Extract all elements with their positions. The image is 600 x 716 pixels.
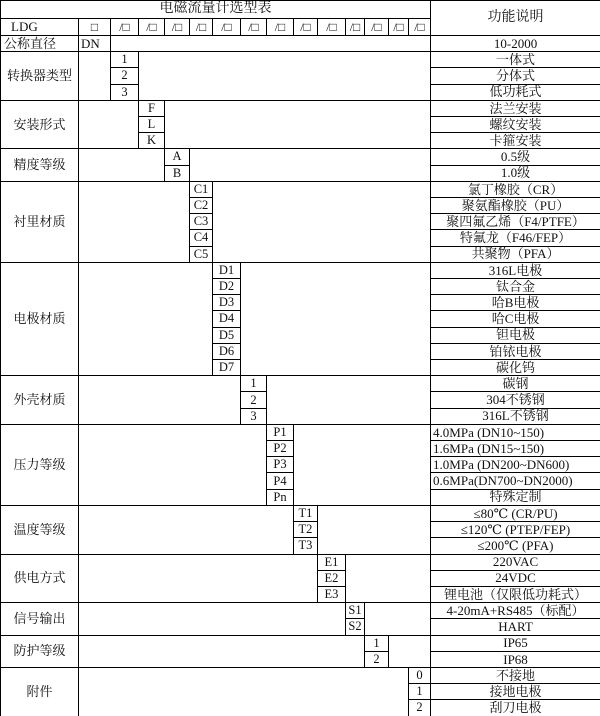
spacer-cell (165, 100, 431, 149)
desc-cell-liner-material-0: 氯丁橡胶（CR） (431, 181, 600, 197)
code-cell-accessories-1: 1 (409, 684, 431, 700)
desc-cell-temperature-rating-0: ≤80℃ (CR/PU) (431, 505, 600, 521)
section-label-accuracy: 精度等级 (1, 149, 79, 181)
model-code-slot: /□ (294, 19, 318, 36)
function-description-header: 功能说明 (431, 1, 600, 36)
code-cell-protection-rating-0: 1 (365, 635, 389, 651)
desc-cell-pressure-rating-0: 4.0MPa (DN10~150) (431, 424, 600, 440)
desc-cell-liner-material-4: 共聚物（PFA） (431, 246, 600, 262)
spacer-cell (139, 52, 431, 101)
desc-cell-accessories-2: 刮刀电极 (431, 700, 600, 716)
code-cell-electrode-material-5: D6 (213, 343, 241, 359)
model-code-slot: /□ (409, 19, 431, 36)
desc-cell-liner-material-1: 聚氨酯橡胶（PU） (431, 198, 600, 214)
code-cell-liner-material-1: C2 (190, 198, 213, 214)
desc-cell-converter-type-2: 低功耗式 (431, 84, 600, 100)
model-code-slot: /□ (190, 19, 213, 36)
desc-cell-liner-material-2: 聚四氟乙烯（F4/PTFE） (431, 214, 600, 230)
spacer-cell (79, 376, 241, 425)
spacer-cell (190, 149, 431, 181)
desc-cell-installation-1: 螺纹安装 (431, 117, 600, 133)
code-cell-temperature-rating-2: T3 (294, 538, 318, 554)
spacer-cell (79, 52, 111, 101)
section-label-liner-material: 衬里材质 (1, 181, 79, 262)
spacer-cell (267, 376, 431, 425)
code-cell-liner-material-4: C5 (190, 246, 213, 262)
desc-cell-installation-0: 法兰安装 (431, 100, 600, 116)
desc-cell-pressure-rating-2: 1.0MPa (DN200~DN600) (431, 457, 600, 473)
code-cell-accuracy-1: B (165, 165, 190, 181)
section-label-electrode-material: 电极材质 (1, 262, 79, 375)
code-cell-power-supply-1: E2 (318, 570, 346, 586)
spacer-cell (79, 554, 318, 603)
desc-cell-accuracy-0: 0.5级 (431, 149, 600, 165)
spacer-cell (389, 635, 431, 667)
spacer-cell (241, 262, 431, 375)
spacer-cell (213, 181, 431, 262)
model-code-slot: /□ (241, 19, 267, 36)
model-code-slot: /□ (111, 19, 139, 36)
desc-cell-accessories-1: 接地电极 (431, 684, 600, 700)
code-cell-housing-material-0: 1 (241, 376, 267, 392)
spacer-cell (346, 554, 431, 603)
model-code-box: □ (79, 19, 111, 36)
code-cell-electrode-material-0: D1 (213, 262, 241, 278)
code-cell-converter-type-2: 3 (111, 84, 139, 100)
desc-cell-pressure-rating-3: 0.6MPa(DN700~DN2000) (431, 473, 600, 489)
desc-cell-accuracy-1: 1.0级 (431, 165, 600, 181)
code-cell-pressure-rating-4: Pn (267, 489, 294, 505)
code-cell-accessories-2: 2 (409, 700, 431, 716)
code-cell-liner-material-2: C3 (190, 214, 213, 230)
code-cell-temperature-rating-1: T2 (294, 522, 318, 538)
desc-cell-protection-rating-0: IP65 (431, 635, 600, 651)
desc-cell-pressure-rating-1: 1.6MPa (DN15~150) (431, 441, 600, 457)
code-cell-installation-0: F (139, 100, 165, 116)
code-cell-electrode-material-1: D2 (213, 279, 241, 295)
desc-cell-electrode-material-6: 碳化钨 (431, 360, 600, 376)
section-label-housing-material: 外壳材质 (1, 376, 79, 425)
code-cell-signal-output-0: S1 (346, 603, 365, 619)
code-cell-installation-1: L (139, 117, 165, 133)
desc-cell-electrode-material-0: 316L电极 (431, 262, 600, 278)
desc-cell-installation-2: 卡箍安装 (431, 133, 600, 149)
code-cell-liner-material-0: C1 (190, 181, 213, 197)
section-label-accessories: 附件 (1, 667, 79, 716)
desc-cell-power-supply-1: 24VDC (431, 570, 600, 586)
code-cell-housing-material-2: 3 (241, 408, 267, 424)
desc-cell-converter-type-0: 一体式 (431, 52, 600, 68)
section-label-power-supply: 供电方式 (1, 554, 79, 603)
desc-cell-electrode-material-1: 钛合金 (431, 279, 600, 295)
code-cell-nominal-diameter: DN (79, 36, 111, 52)
section-label-pressure-rating: 压力等级 (1, 424, 79, 505)
model-code-slot: /□ (389, 19, 409, 36)
desc-cell-pressure-rating-4: 特殊定制 (431, 489, 600, 505)
table-title: 电磁流量计选型表 (1, 1, 431, 19)
spacer-cell (294, 424, 431, 505)
code-cell-electrode-material-3: D4 (213, 311, 241, 327)
code-cell-protection-rating-1: 2 (365, 651, 389, 667)
desc-cell-temperature-rating-2: ≤200℃ (PFA) (431, 538, 600, 554)
model-code-slot: /□ (318, 19, 346, 36)
code-cell-accessories-0: 0 (409, 667, 431, 683)
model-code-slot: /□ (139, 19, 165, 36)
code-cell-electrode-material-6: D7 (213, 360, 241, 376)
model-code-slot: /□ (165, 19, 190, 36)
spacer-cell (79, 181, 190, 262)
spacer-cell (111, 36, 431, 52)
spacer-cell (79, 149, 165, 181)
model-code-slot: /□ (365, 19, 389, 36)
code-cell-housing-material-1: 2 (241, 392, 267, 408)
spacer-cell (79, 505, 294, 554)
code-cell-electrode-material-2: D3 (213, 295, 241, 311)
desc-cell-housing-material-1: 304不锈钢 (431, 392, 600, 408)
model-prefix: LDG (1, 19, 79, 36)
spacer-cell (318, 505, 431, 554)
spacer-cell (365, 603, 431, 635)
section-label-protection-rating: 防护等级 (1, 635, 79, 667)
desc-cell-nominal-diameter: 10-2000 (431, 36, 600, 52)
code-cell-converter-type-1: 2 (111, 68, 139, 84)
spacer-cell (79, 424, 267, 505)
code-cell-electrode-material-4: D5 (213, 327, 241, 343)
desc-cell-electrode-material-3: 哈C电极 (431, 311, 600, 327)
code-cell-accuracy-0: A (165, 149, 190, 165)
code-cell-pressure-rating-3: P4 (267, 473, 294, 489)
desc-cell-signal-output-0: 4-20mA+RS485（标配） (431, 603, 600, 619)
code-cell-pressure-rating-2: P3 (267, 457, 294, 473)
code-cell-temperature-rating-0: T1 (294, 505, 318, 521)
section-label-nominal-diameter: 公称直径 (1, 36, 79, 52)
model-code-slot: /□ (213, 19, 241, 36)
spacer-cell (79, 603, 346, 635)
desc-cell-accessories-0: 不接地 (431, 667, 600, 683)
code-cell-power-supply-2: E3 (318, 586, 346, 602)
code-cell-liner-material-3: C4 (190, 230, 213, 246)
code-cell-power-supply-0: E1 (318, 554, 346, 570)
section-label-temperature-rating: 温度等级 (1, 505, 79, 554)
code-cell-pressure-rating-1: P2 (267, 441, 294, 457)
code-cell-pressure-rating-0: P1 (267, 424, 294, 440)
desc-cell-liner-material-3: 特氟龙（F46/FEP） (431, 230, 600, 246)
desc-cell-power-supply-2: 锂电池（仅限低功耗式） (431, 586, 600, 602)
model-code-slot: /□ (346, 19, 365, 36)
code-cell-signal-output-1: S2 (346, 619, 365, 635)
section-label-converter-type: 转换器类型 (1, 52, 79, 101)
section-label-installation: 安装形式 (1, 100, 79, 149)
desc-cell-protection-rating-1: IP68 (431, 651, 600, 667)
code-cell-converter-type-0: 1 (111, 52, 139, 68)
desc-cell-converter-type-1: 分体式 (431, 68, 600, 84)
desc-cell-electrode-material-4: 钽电极 (431, 327, 600, 343)
desc-cell-signal-output-1: HART (431, 619, 600, 635)
spacer-cell (79, 262, 213, 375)
desc-cell-housing-material-0: 碳钢 (431, 376, 600, 392)
model-code-slot: /□ (267, 19, 294, 36)
desc-cell-temperature-rating-1: ≤120℃ (PTEP/FEP) (431, 522, 600, 538)
section-label-signal-output: 信号输出 (1, 603, 79, 635)
desc-cell-power-supply-0: 220VAC (431, 554, 600, 570)
desc-cell-electrode-material-2: 哈B电极 (431, 295, 600, 311)
desc-cell-housing-material-2: 316L不锈钢 (431, 408, 600, 424)
desc-cell-electrode-material-5: 铂铱电极 (431, 343, 600, 359)
spacer-cell (79, 667, 409, 716)
spacer-cell (79, 100, 139, 149)
spacer-cell (79, 635, 365, 667)
code-cell-installation-2: K (139, 133, 165, 149)
